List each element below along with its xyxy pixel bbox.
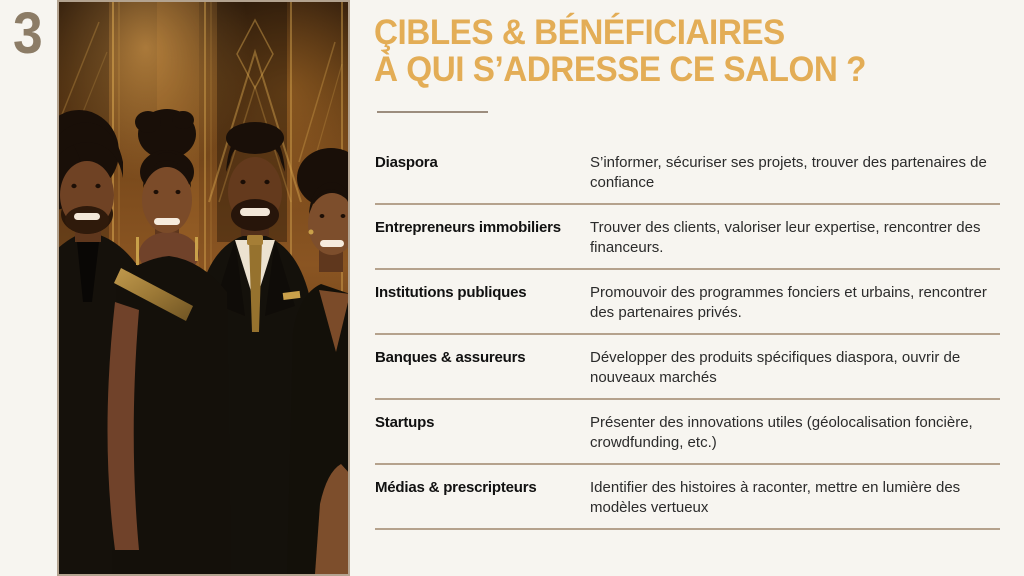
page-number: 3 — [13, 1, 42, 66]
row-label: Startups — [375, 414, 435, 431]
table-row-banques — [375, 335, 1000, 400]
photo-person-4 — [287, 148, 348, 574]
photo-person-2 — [108, 109, 232, 574]
table-row-entrepreneurs — [375, 205, 1000, 270]
row-description: Trouver des clients, valoriser leur expertise, rencontrer des financeurs. — [590, 219, 981, 256]
row-description: Identifier des histoires à raconter, mettre en lumière des modèles vertueux — [590, 479, 961, 516]
event-photo-art — [59, 2, 348, 574]
table-row-startups — [375, 400, 1000, 465]
table-row-institutions — [375, 270, 1000, 335]
title-underline — [377, 111, 488, 113]
title-line-2: À QUI S’ADRESSE CE SALON ? — [374, 50, 867, 89]
audience-table — [375, 140, 1000, 530]
row-description: Promouvoir des programmes fonciers et urbains, rencontrer des partenaires privés. — [590, 284, 987, 321]
row-label: Banques & assureurs — [375, 349, 526, 366]
row-label: Médias & prescripteurs — [375, 479, 537, 496]
row-description: Développer des produits spécifiques diaspora, ouvrir de nouveaux marchés — [590, 349, 961, 386]
title-line-1: ÇIBLES & BÉNÉFICIAIRES — [374, 13, 785, 52]
row-label: Institutions publiques — [375, 284, 527, 301]
slide-title — [374, 14, 866, 88]
row-label: Entrepreneurs immobiliers — [375, 219, 561, 236]
row-description: Présenter des innovations utiles (géolocalisation foncière, crowdfunding, etc.) — [590, 414, 973, 451]
table-row-diaspora — [375, 140, 1000, 205]
table-row-medias — [375, 465, 1000, 530]
row-description: S’informer, sécuriser ses projets, trouver des partenaires de confiance — [590, 154, 987, 191]
event-photo — [57, 0, 350, 576]
row-label: Diaspora — [375, 154, 438, 171]
